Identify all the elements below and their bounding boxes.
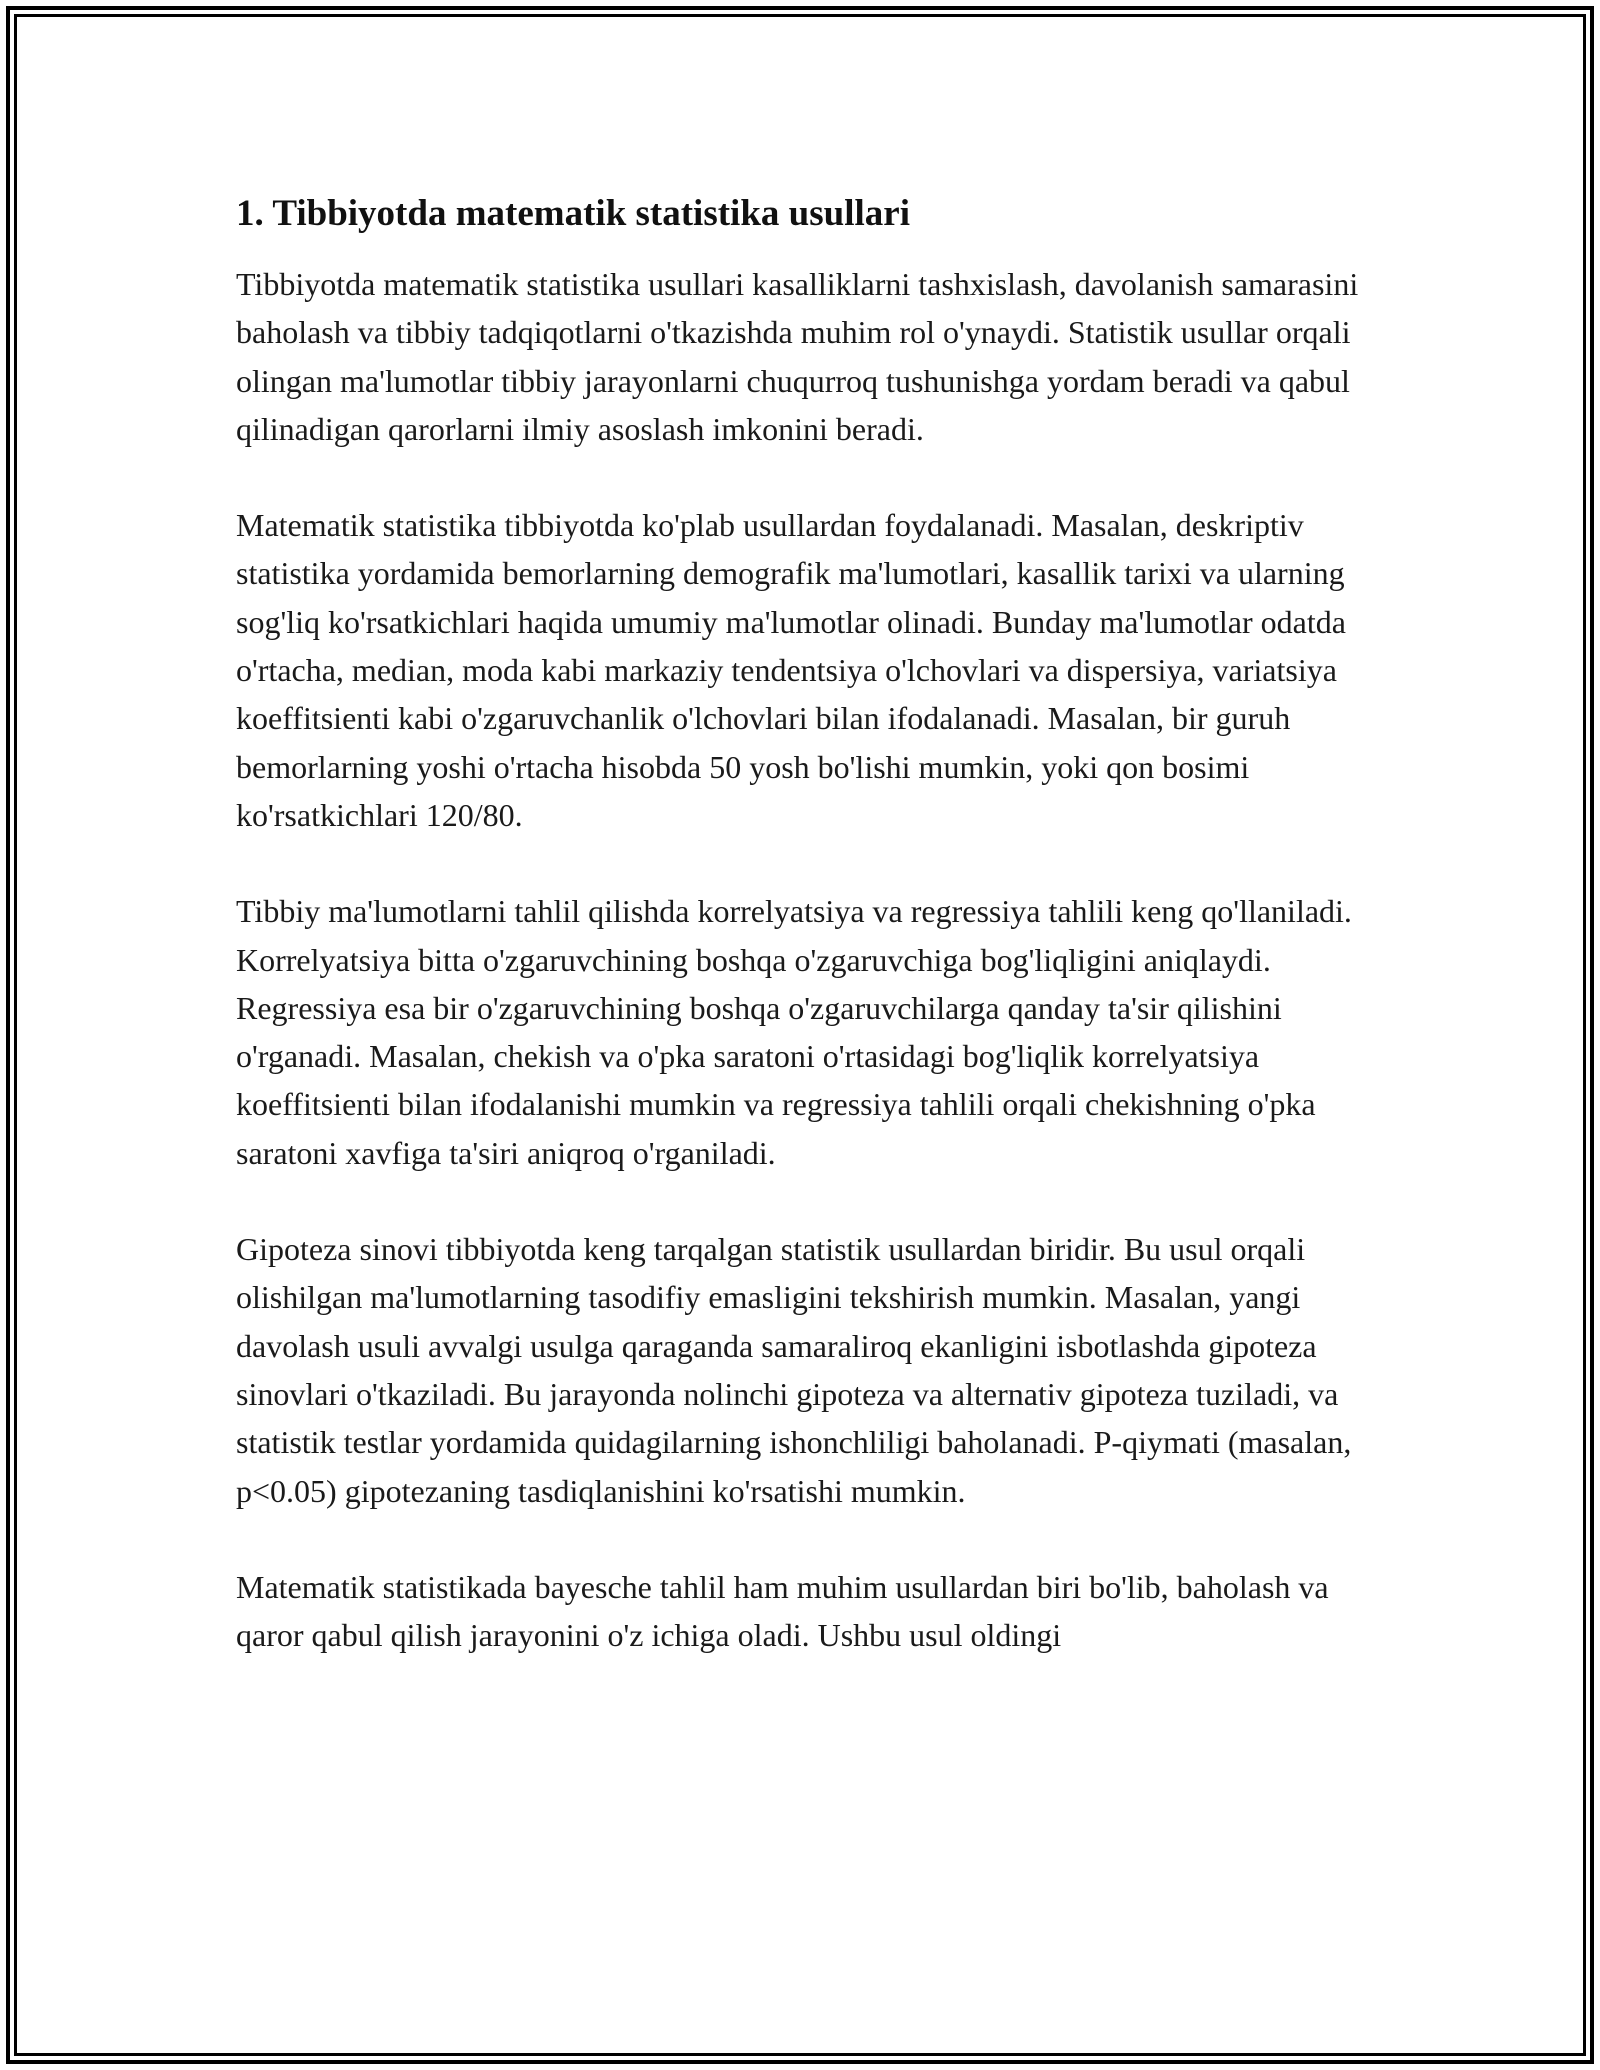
paragraph-correlation-regression: Tibbiy ma'lumotlarni tahlil qilishda korrelyatsiya va regressiya tahlili keng qo'llaniladi. Korrelyatsiya bitta o'zgaruvchining boshqa o'zgaruvchiga bog'liqligini aniqlaydi. Regressiya esa bir o'zgaruvchining boshqa o'zgaruvchilarga qanday ta'sir qilishini o'rganadi. Masalan, chekish va o'pka saratoni o'rtasidagi bog'liqlik korrelyatsiya koeffitsienti bilan ifodalanishi mumkin va regressiya tahlili orqali chekishning o'pka saratoni xavfiga ta'siri aniqroq o'rganiladi. — [236, 893, 1352, 1171]
paragraph-descriptive-statistics: Matematik statistika tibbiyotda ko'plab usullardan foydalanadi. Masalan, deskriptiv statistika yordamida bemorlarning demografik ma'lumotlari, kasallik tarixi va ularning sog'liq ko'rsatkichlari haqida umumiy ma'lumotlar olinadi. Bunday ma'lumotlar odatda o'rtacha, median, moda kabi markaziy tendentsiya o'lchovlari va dispersiya, variatsiya koeffitsienti kabi o'zgaruvchanlik o'lchovlari bilan ifodalanadi. Masalan, bir guruh bemorlarning yoshi o'rtacha hisobda 50 yosh bo'lishi mumkin, yoki qon bosimi ko'rsatkichlari 120/80. — [236, 507, 1346, 833]
paragraph-intro: Tibbiyotda matematik statistika usullari kasalliklarni tashxislash, davolanish samarasini baholash va tibbiy tadqiqotlarni o'tkazishda muhim rol o'ynaydi. Statistik usullar orqali olingan ma'lumotlar tibbiy jarayonlarni chuqurroq tushunishga yordam beradi va qabul qilinadigan qarorlarni ilmiy asoslash imkonini beradi. — [236, 266, 1359, 447]
document-body — [236, 186, 1376, 1707]
paragraph-hypothesis-testing: Gipoteza sinovi tibbiyotda keng tarqalgan statistik usullardan biridir. Bu usul orqali olishilgan ma'lumotlarning tasodifiy emasligini tekshirish mumkin. Masalan, yangi davolash usuli avvalgi usulga qaraganda samaraliroq ekanligini isbotlashda gipoteza sinovlari o'tkaziladi. Bu jarayonda nolinchi gipoteza va alternativ gipoteza tuziladi, va statistik testlar yordamida quidagilarning ishonchliligi baholanadi. P-qiymati (masalan, p<0.05) gipotezaning tasdiqlanishini ko'rsatishi mumkin. — [236, 1231, 1352, 1509]
paragraph-bayesian-analysis: Matematik statistikada bayesche tahlil ham muhim usullardan biri bo'lib, baholash va qaror qabul qilish jarayonini o'z ichiga oladi. Ushbu usul oldingi — [236, 1568, 1329, 1654]
section-heading: 1. Tibbiyotda matematik statistika usullari — [236, 193, 910, 234]
